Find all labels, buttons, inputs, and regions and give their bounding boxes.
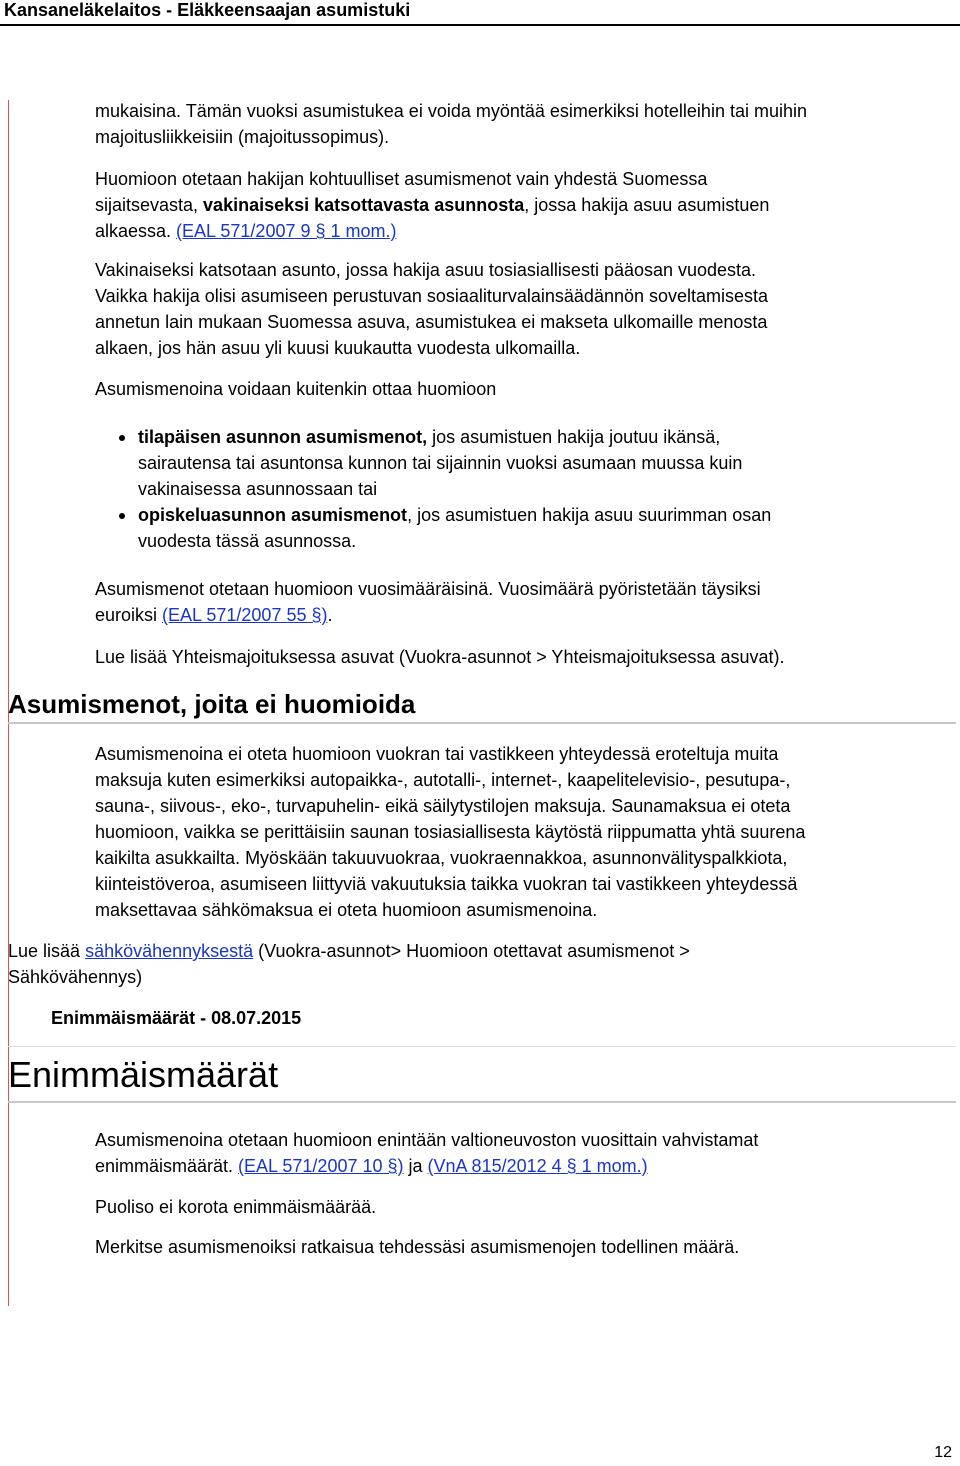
paragraph-line: maksuja kuten esimerkiksi autopaikka-, autotalli-, internet-, kaapelitelevisio-, pesutupa-,	[95, 770, 791, 790]
bold-term: tilapäisen asunnon asumismenot,	[138, 427, 428, 447]
text-span: sijaitsevasta,	[95, 195, 204, 215]
text-span: enimmäismäärät.	[95, 1156, 239, 1176]
bold-term-vakinainen-asunto: vakinaiseksi katsottavasta asunnosta	[203, 195, 525, 215]
bold-term: opiskeluasunnon asumismenot	[138, 505, 408, 525]
text-span: (Vuokra-asunnot> Huomioon otettavat asumismenot >	[253, 941, 690, 961]
bullet-item-opiskeluasunto	[138, 503, 771, 529]
paragraph-line: maksettavaa sähkömaksua ei oteta huomioon asumismenoina.	[95, 900, 598, 920]
paragraph-line: alkaen, jos hän asuu yli kuusi kuukautta vuodesta ulkomailla.	[95, 338, 581, 358]
text-span: .	[327, 605, 333, 625]
paragraph-line	[95, 219, 397, 245]
paragraph-line	[8, 939, 690, 965]
paragraph-line: Asumismenoina voidaan kuitenkin ottaa huomioon	[95, 379, 497, 399]
paragraph-line: Asumismenot otetaan huomioon vuosimääräisinä. Vuosimäärä pyöristetään täysiksi	[95, 579, 761, 599]
text-span: jos asumistuen hakija joutuu ikänsä,	[427, 427, 721, 447]
law-link-eal-9[interactable]: (EAL 571/2007 9 § 1 mom.)	[176, 221, 397, 241]
paragraph-line: Huomioon otetaan hakijan kohtuulliset asumismenot vain yhdestä Suomessa	[95, 169, 708, 189]
law-link-vna-815[interactable]: (VnA 815/2012 4 § 1 mom.)	[427, 1156, 648, 1176]
paragraph-line: Sähkövähennys)	[8, 967, 143, 987]
header-divider	[0, 24, 960, 26]
bullet-line: vakinaisessa asunnossaan tai	[138, 479, 378, 499]
bullet-item-tilapainen	[138, 425, 720, 451]
text-span: , jossa hakija asuu asumistuen	[524, 195, 770, 215]
text-span: Lue lisää	[8, 941, 86, 961]
paragraph-line	[95, 1154, 648, 1180]
bullet-line: vuodesta tässä asunnossa.	[138, 531, 357, 551]
paragraph-line: Lue lisää Yhteismajoituksessa asuvat (Vuokra-asunnot > Yhteismajoituksessa asuvat).	[95, 647, 785, 667]
law-link-eal-55[interactable]: (EAL 571/2007 55 §)	[162, 605, 328, 625]
heading-divider	[8, 722, 956, 724]
section-heading-maximums: Enimmäismäärät	[8, 1054, 279, 1095]
paragraph-line: majoitusliikkeisiin (majoitussopimus).	[95, 127, 390, 147]
bullet-dot	[119, 513, 125, 519]
paragraph-line: kaikilta asukkailta. Myöskään takuuvuokraa, vuokraennakkoa, asunnonvälityspalkkiota,	[95, 848, 788, 868]
paragraph-line: mukaisina. Tämän vuoksi asumistukea ei voida myöntää esimerkiksi hotelleihin tai muihin	[95, 101, 807, 121]
text-span: euroiksi	[95, 605, 163, 625]
paragraph-line: Vakinaiseksi katsotaan asunto, jossa hakija asuu tosiasiallisesti pääosan vuodesta.	[95, 260, 757, 280]
bullet-dot	[119, 435, 125, 441]
text-span: , jos asumistuen hakija asuu suurimman osan	[407, 505, 772, 525]
paragraph-line: annetun lain mukaan Suomessa asuva, asumistukea ei makseta ulkomaille menosta	[95, 312, 768, 332]
paragraph-line: Merkitse asumismenoiksi ratkaisua tehdessäsi asumismenojen todellinen määrä.	[95, 1237, 740, 1257]
paragraph-line: Vaikka hakija olisi asumiseen perustuvan sosiaaliturvalainsäädännön soveltamisesta	[95, 286, 769, 306]
paragraph-line: kiinteistöveroa, asumiseen liittyviä vakuutuksia taikka vuokran tai vastikkeen yhteydessä	[95, 874, 798, 894]
paragraph-line	[95, 193, 769, 219]
text-span: alkaessa.	[95, 221, 177, 241]
paragraph-line: Asumismenoina ei oteta huomioon vuokran tai vastikkeen yhteydessä eroteltuja muita	[95, 744, 779, 764]
link-sahkovahennys[interactable]: sähkövähennyksestä	[85, 941, 254, 961]
paragraph-line	[95, 603, 333, 629]
document-header-title: Kansaneläkelaitos - Eläkkeensaajan asumistuki	[4, 0, 411, 20]
section-divider	[8, 1046, 956, 1047]
version-date-line: Enimmäismäärät - 08.07.2015	[51, 1008, 302, 1028]
paragraph-line: sauna-, siivous-, eko-, turvapuhelin- eikä säilytystilojen maksuja. Saunamaksua ei oteta	[95, 796, 791, 816]
paragraph-line: huomioon, vaikka se perittäisiin saunan tosiasiallisesta käytöstä riippumatta yhtä suurena	[95, 822, 806, 842]
heading-divider	[8, 1101, 956, 1103]
section-heading-not-counted: Asumismenot, joita ei huomioida	[8, 689, 416, 719]
paragraph-line: Puoliso ei korota enimmäismäärää.	[95, 1197, 377, 1217]
law-link-eal-10[interactable]: (EAL 571/2007 10 §)	[238, 1156, 404, 1176]
text-span: ja	[403, 1156, 428, 1176]
paragraph-line: Asumismenoina otetaan huomioon enintään valtioneuvoston vuosittain vahvistamat	[95, 1130, 759, 1150]
page-number: 12	[934, 1444, 952, 1461]
bullet-line: sairautensa tai asuntonsa kunnon tai sijainnin vuoksi asumaan muussa kuin	[138, 453, 743, 473]
